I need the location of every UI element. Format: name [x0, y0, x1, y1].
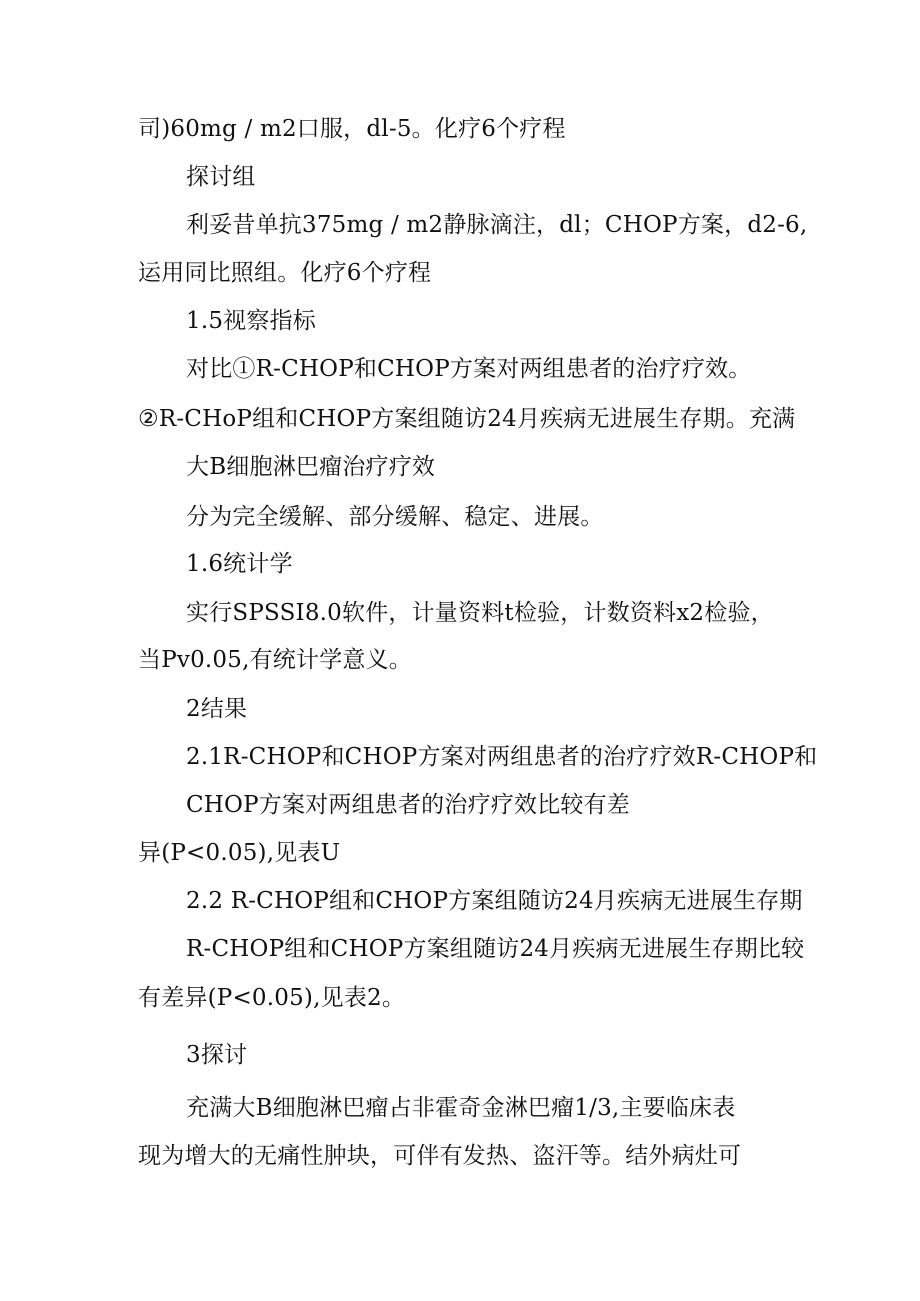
section-heading-discussion: 3探讨	[186, 1042, 248, 1068]
text-line: 有差异(P<0.05),见表2。	[138, 985, 406, 1011]
text-line: 运用同比照组。化疗6个疗程	[138, 260, 432, 286]
subheading-efficacy: 大B细胞淋巴瘤治疗疗效	[186, 454, 436, 480]
section-heading-2-1: 2.1R-CHOP和CHOP方案对两组患者的治疗疗效R-CHOP和	[186, 744, 818, 770]
text-line: 异(P<0.05),见表U	[138, 840, 341, 866]
text-line: CHOP方案对两组患者的治疗疗效比较有差	[186, 792, 630, 818]
section-heading-1-5: 1.5视察指标	[186, 308, 316, 334]
text-line: 利妥昔单抗375mg / m2静脉滴注，dl；CHOP方案，d2-6,	[186, 212, 808, 238]
text-line-continuation: 司)60mg / m2口服，dl-5。化疗6个疗程	[138, 116, 566, 142]
text-line: ②R-CHoP组和CHOP方案组随访24月疾病无进展生存期。充满	[138, 406, 796, 432]
section-heading-1-6: 1.6统计学	[186, 551, 293, 577]
text-line: 充满大B细胞淋巴瘤占非霍奇金淋巴瘤1/3,主要临床表	[186, 1095, 736, 1121]
text-line: 分为完全缓解、部分缓解、稳定、进展。	[186, 504, 604, 530]
text-line: R-CHOP组和CHOP方案组随访24月疾病无进展生存期比较	[186, 936, 805, 962]
section-heading-results: 2结果	[186, 696, 248, 722]
section-heading-2-2: 2.2 R-CHOP组和CHOP方案组随访24月疾病无进展生存期	[186, 888, 803, 914]
text-line: 实行SPSSI8.0软件，计量资料t检验，计数资料x2检验，	[186, 600, 774, 626]
text-line: 对比①R-CHOP和CHOP方案对两组患者的治疗疗效。	[186, 356, 752, 382]
subheading-study-group: 探讨组	[186, 164, 256, 190]
text-line: 现为增大的无痛性肿块，可伴有发热、盗汗等。结外病灶可	[138, 1143, 742, 1169]
text-line: 当Pv0.05,有统计学意义。	[138, 647, 412, 673]
